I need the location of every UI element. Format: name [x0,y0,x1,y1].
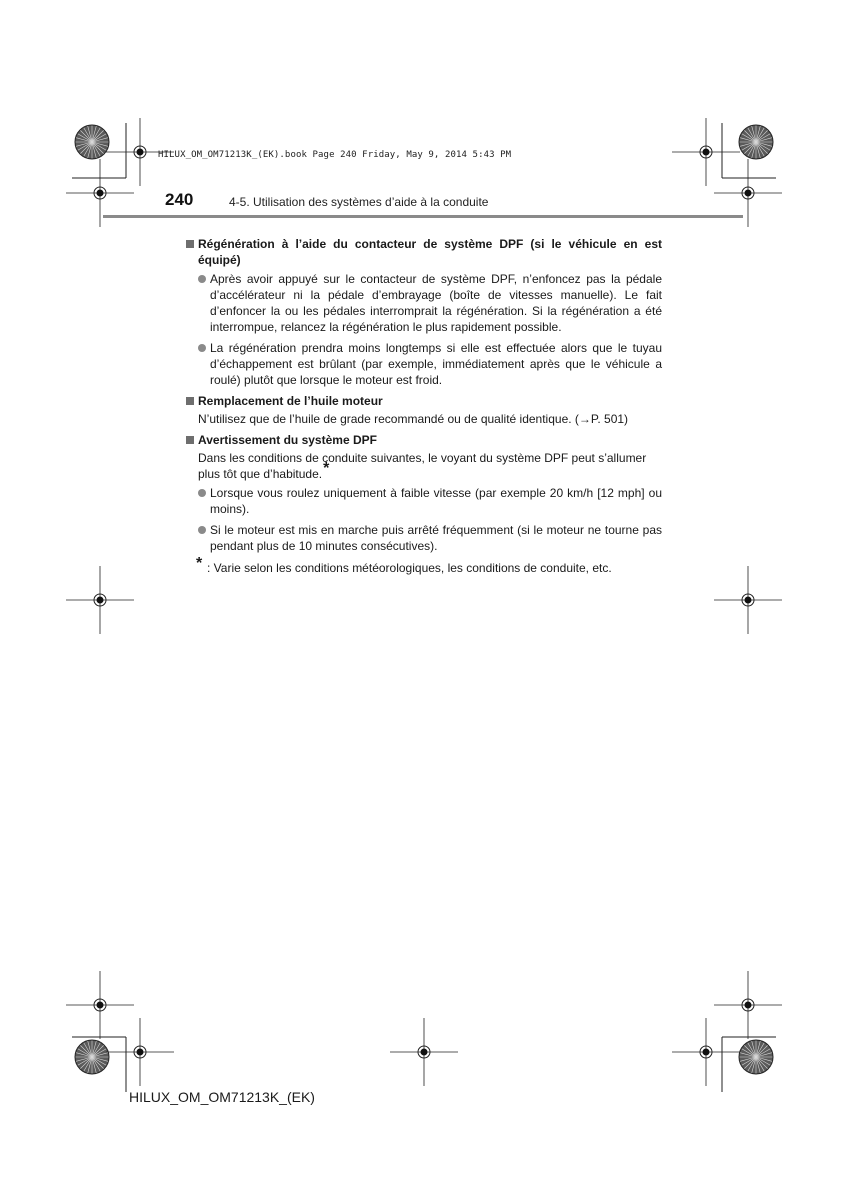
circle-bullet-icon [198,344,206,352]
paragraph [186,450,662,482]
paragraph: N’utilisez que de l’huile de grade recommandé ou de qualité identique. (→P. 501) [198,412,629,426]
crosshair-mark-icon [714,566,782,634]
square-bullet-icon [186,397,194,405]
crosshair-mark-icon [66,566,134,634]
list-item-text: Lorsque vous roulez uniquement à faible vitesse (par exemple 20 km/h [12 mph] ou moins). [210,486,662,516]
list-item [186,522,662,554]
page-number: 240 [165,190,194,209]
footnote-marker: * [196,555,203,572]
registration-rosette-icon [739,125,773,159]
list-item [186,485,662,517]
list-item-text: Après avoir appuyé sur le contacteur de système DPF, n’enfoncez pas la pédale d’accélérateur ni la pédale d’embrayage (boîte de vitesses manuelle). Le fait d’enfoncer la ou les pédales interromprait la régénération. Si la régénération a été interrompue, relancez la régénération le plus rapidement possible. [210,272,662,334]
section-oil-replacement [186,393,662,427]
paragraph-text: Dans les conditions de conduite suivantes, le voyant du système DPF peut s’allumer plus tôt que d’habitude. [198,451,647,481]
footnote [186,555,662,576]
list-item [186,340,662,388]
crosshair-mark-icon [672,1018,740,1086]
footnote-marker: * [323,460,330,477]
heading-text: Remplacement de l’huile moteur [198,394,383,408]
section-dpf-warning [186,432,662,554]
list-item-text: Si le moteur est mis en marche puis arrêté fréquemment (si le moteur ne tourne pas pendant plus de 10 minutes consécutives). [210,523,662,553]
crosshair-mark-icon [66,971,134,1039]
list-item-text: La régénération prendra moins longtemps si elle est effectuée alors que le tuyau d’échappement est brûlant (par exemple, immédiatement après que le véhicule a roulé) plutôt que lorsque le moteur est froid. [210,341,662,387]
circle-bullet-icon [198,526,206,534]
circle-bullet-icon [198,489,206,497]
registration-rosette-icon [739,1040,773,1074]
header-rule [103,215,743,218]
square-bullet-icon [186,436,194,444]
crosshair-mark-icon [106,1018,174,1086]
footer-code: HILUX_OM_OM71213K_(EK) [129,1089,315,1105]
registration-rosette-icon [75,125,109,159]
section-heading [186,393,662,409]
registration-rosette-icon [75,1040,109,1074]
section-regeneration [186,236,662,388]
heading-text: Avertissement du système DPF [198,433,377,447]
page-content [186,236,662,576]
list-item [186,271,662,335]
crosshair-mark-icon [390,1018,458,1086]
footnote-text: : Varie selon les conditions météorologiques, les conditions de conduite, etc. [207,561,612,575]
circle-bullet-icon [198,275,206,283]
square-bullet-icon [186,240,194,248]
crosshair-mark-icon [672,118,740,186]
section-heading [186,236,662,268]
crosshair-mark-icon [714,971,782,1039]
section-heading [186,432,662,448]
print-header: HILUX_OM_OM71213K_(EK).book Page 240 Friday, May 9, 2014 5:43 PM [158,150,512,160]
section-title: 4-5. Utilisation des systèmes d’aide à la conduite [229,195,489,209]
heading-text: Régénération à l’aide du contacteur de système DPF (si le véhicule en est équipé) [198,237,662,267]
